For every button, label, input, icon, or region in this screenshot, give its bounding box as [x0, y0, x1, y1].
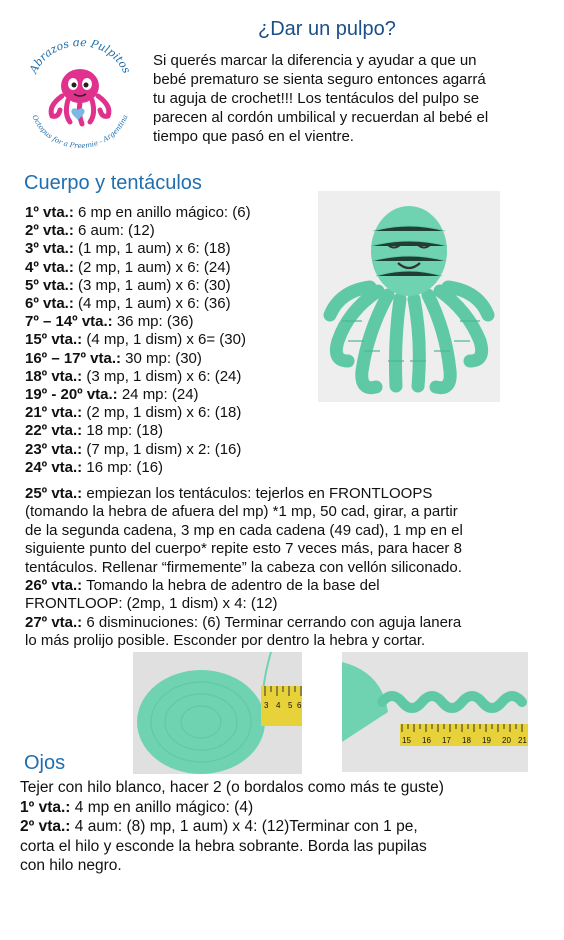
round-label: 4º vta.: [25, 258, 74, 276]
logo-bottom-text: Octopus for a Preemie - Argentina [30, 113, 130, 150]
round-text: (1 mp, 1 aum) x 6: (18) [73, 240, 231, 258]
round-text: 6 disminuciones: (6) Terminar cerrando con aguja lanera lo más prolijo posible. Esconder por dentro la hebra y cortar. [25, 613, 462, 650]
round-row [25, 240, 320, 258]
ruler-tick-label: 16 [422, 736, 431, 745]
ruler-tick-label: 17 [442, 736, 451, 745]
round-text: 24 mp: (24) [117, 386, 199, 404]
eyes-instructions [20, 778, 550, 876]
round-text: (4 mp, 1 dism) x 6= (30) [82, 331, 246, 349]
round-row [25, 386, 320, 404]
round-text: (7 mp, 1 dism) x 2: (16) [82, 440, 242, 458]
round-label: 7º – 14º vta.: [25, 313, 113, 331]
round-row [25, 404, 320, 422]
round-row [25, 295, 320, 313]
intro-line: tu aguja de crochet!!! Los tentáculos del pulpo se [153, 90, 480, 107]
eyes-round-row [20, 817, 550, 876]
logo-arc-text: Abrazos de Pulpitos [26, 40, 134, 76]
round-row [25, 331, 320, 349]
round-row [25, 313, 320, 331]
round-label: 18º vta.: [25, 367, 83, 385]
round-label: 22º vta.: [25, 422, 83, 440]
intro-line: tiempo que pasó en el vientre. [153, 128, 354, 145]
octopus-logo-icon [22, 40, 138, 152]
long-round-row [25, 577, 550, 614]
intro-text [153, 51, 533, 146]
long-round-row [25, 614, 550, 651]
round-label: 16º – 17º vta.: [25, 349, 122, 367]
logo [22, 40, 138, 152]
head-measure-photo [133, 652, 302, 774]
round-label: 25º vta.: [25, 485, 83, 502]
round-label: 6º vta.: [25, 295, 74, 313]
round-text: 4 mp en anillo mágico: (4) [70, 798, 254, 816]
ruler-tick-label: 15 [402, 736, 411, 745]
round-text: 16 mp: (16) [82, 458, 164, 476]
round-label: 23º vta.: [25, 440, 83, 458]
intro-line: bebé prematuro se sienta seguro entonces agarrá [153, 71, 486, 88]
round-text: 18 mp: (18) [82, 422, 164, 440]
round-text: empiezan los tentáculos: tejerlos en FRONTLOOPS (tomando la hebra de afuera del mp) *1 mp, 50 cad, girar, a partir de la segunda cadena, 3 mp en cada cadena (49 cad), 1 mp en el siguiente punto del cuerpo* repite esto 7 veces más, para hacer 8 tentáculos. Rellenar “firmemente” la cabeza con vellón siliconado. [25, 485, 463, 576]
round-row [25, 422, 320, 440]
round-row [25, 259, 320, 277]
round-row [25, 441, 320, 459]
round-row [25, 350, 320, 368]
round-text: (4 mp, 1 aum) x 6: (36) [73, 295, 231, 313]
round-row [25, 204, 320, 222]
round-text: (2 mp, 1 dism) x 6: (18) [82, 404, 242, 422]
round-text: 6 mp en anillo mágico: (6) [73, 204, 251, 221]
ruler-tick-label: 21 [518, 736, 527, 745]
round-text: (2 mp, 1 aum) x 6: (24) [73, 258, 231, 276]
intro-line: parecen al cordón umbilical y recuerdan al bebé el [153, 109, 489, 126]
rounds-list [25, 204, 320, 477]
round-label: 1º vta.: [20, 798, 71, 816]
round-text: 36 mp: (36) [112, 313, 194, 331]
round-label: 27º vta.: [25, 613, 83, 631]
round-label: 21º vta.: [25, 404, 83, 422]
round-label: 15º vta.: [25, 331, 83, 349]
ruler-tick-label: 6 [297, 701, 302, 710]
round-label: 3º vta.: [25, 240, 74, 258]
page-title: ¿Dar un pulpo? [258, 18, 396, 40]
round-label: 5º vta.: [25, 276, 74, 294]
round-row [25, 222, 320, 240]
tentacle-measure-photo [342, 652, 528, 772]
ruler-tick-label: 19 [482, 736, 491, 745]
round-row [25, 459, 320, 477]
long-round-row [25, 485, 550, 577]
round-text: 30 mp: (30) [121, 349, 202, 367]
ruler-tick-label: 20 [502, 736, 511, 745]
round-label: 2º vta.: [25, 222, 74, 240]
round-label: 2º vta.: [20, 818, 71, 835]
octopus-photo [318, 191, 500, 402]
round-label: 24º vta.: [25, 458, 83, 476]
ruler-tick-label: 18 [462, 736, 471, 745]
round-row [25, 277, 320, 295]
ruler-tick-label: 4 [276, 701, 281, 710]
ruler-tick-label: 5 [288, 701, 293, 710]
section-heading-body: Cuerpo y tentáculos [24, 172, 202, 194]
round-row [25, 368, 320, 386]
eyes-intro: Tejer con hilo blanco, hacer 2 (o bordalos como más te guste) [20, 779, 444, 796]
round-text: Tomando la hebra de adentro de la base del FRONTLOOP: (2mp, 1 dism) x 4: (12) [25, 577, 380, 613]
round-text: 4 aum: (8) mp, 1 aum) x 4: (12)Terminar con 1 pe, corta el hilo y esconde la hebra sobrante. Borda las pupilas con hilo negro. [20, 818, 427, 874]
round-label: 19º - 20º vta.: [25, 386, 118, 404]
round-text: 6 aum: (12) [73, 222, 155, 240]
section-heading-eyes: Ojos [24, 752, 66, 774]
long-rounds [25, 485, 550, 651]
round-label: 1º vta.: [25, 204, 74, 221]
intro-line: Si querés marcar la diferencia y ayudar a que un [153, 52, 477, 69]
eyes-round-row [20, 798, 550, 818]
round-label: 26º vta.: [25, 577, 83, 595]
round-text: (3 mp, 1 dism) x 6: (24) [82, 367, 242, 385]
round-text: (3 mp, 1 aum) x 6: (30) [73, 276, 231, 294]
ruler-tick-label: 3 [264, 701, 269, 710]
